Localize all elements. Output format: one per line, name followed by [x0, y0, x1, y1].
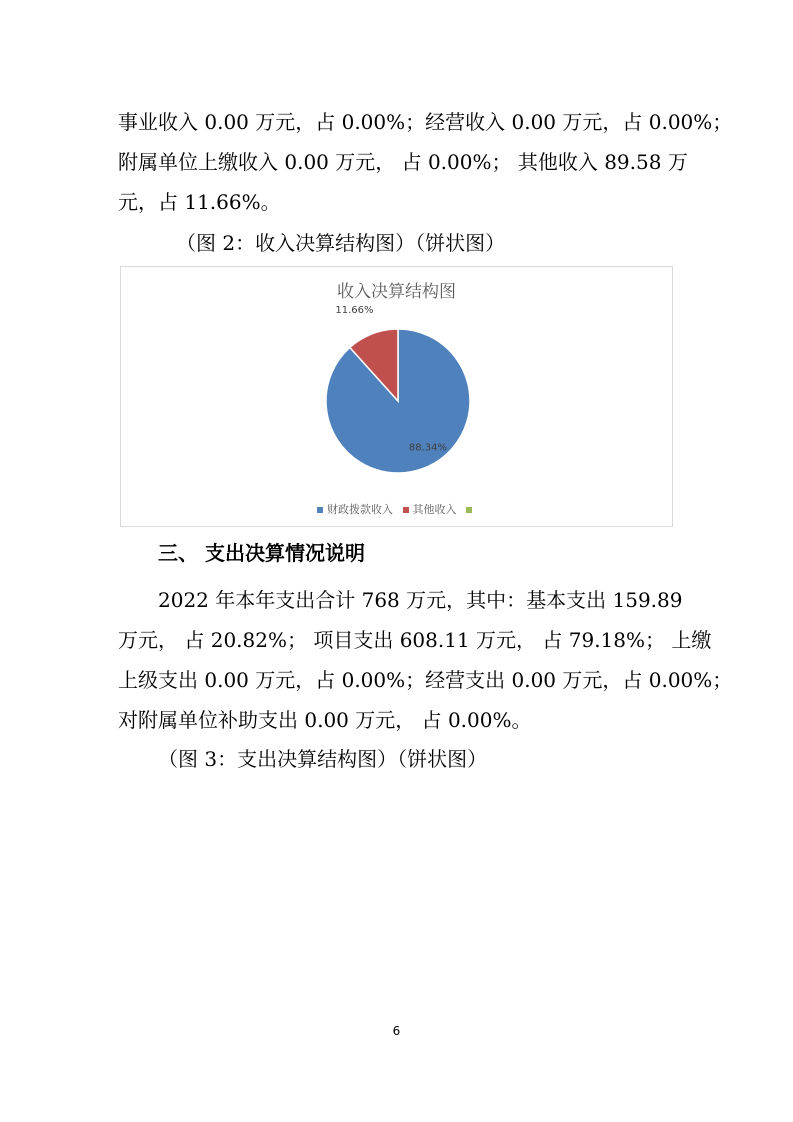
- legend-swatch-third: [466, 507, 472, 513]
- page-number: 6: [392, 1024, 401, 1038]
- pie-label-fiscal: 88.34%: [408, 442, 448, 454]
- paragraph-line: 2022 年本年支出合计 768 万元，其中：基本支出 159.89: [158, 588, 683, 612]
- paragraph-line: 事业收入 0.00 万元，占 0.00%；经营收入 0.00 万元，占 0.00%；: [118, 110, 733, 134]
- figure2-caption: （图 2：收入决算结构图）（饼状图）: [176, 231, 506, 255]
- pie-label-other: 11.66%: [335, 304, 374, 316]
- paragraph-line: 附属单位上缴收入 0.00 万元， 占 0.00%； 其他收入 89.58 万: [118, 150, 688, 174]
- legend-swatch-other: [403, 507, 409, 513]
- legend-item-fiscal: [317, 501, 393, 517]
- income-structure-chart: [120, 266, 673, 527]
- paragraph-line: 上级支出 0.00 万元，占 0.00%；经营支出 0.00 万元，占 0.00%；: [118, 668, 733, 692]
- figure3-caption: （图 3：支出决算结构图）（饼状图）: [158, 747, 488, 771]
- income-paragraph: [118, 102, 733, 222]
- pie-chart-svg: [121, 267, 672, 526]
- paragraph-line: 万元， 占 20.82%； 项目支出 608.11 万元， 占 79.18%； 上缴: [118, 628, 712, 652]
- legend-item-third: [466, 503, 476, 516]
- legend-swatch-fiscal: [317, 507, 323, 513]
- paragraph-line: 元，占 11.66%。: [118, 190, 281, 214]
- legend-label-fiscal: 财政拨款收入: [327, 503, 393, 516]
- section-heading: 三、 支出决算情况说明: [158, 541, 365, 565]
- legend-item-other: [403, 501, 457, 517]
- chart-title: 收入决算结构图: [337, 282, 456, 302]
- expenditure-paragraph: [118, 580, 733, 740]
- paragraph-line: 对附属单位补助支出 0.00 万元， 占 0.00%。: [118, 708, 532, 732]
- legend-label-other: 其他收入: [412, 503, 457, 516]
- chart-legend: [121, 501, 672, 517]
